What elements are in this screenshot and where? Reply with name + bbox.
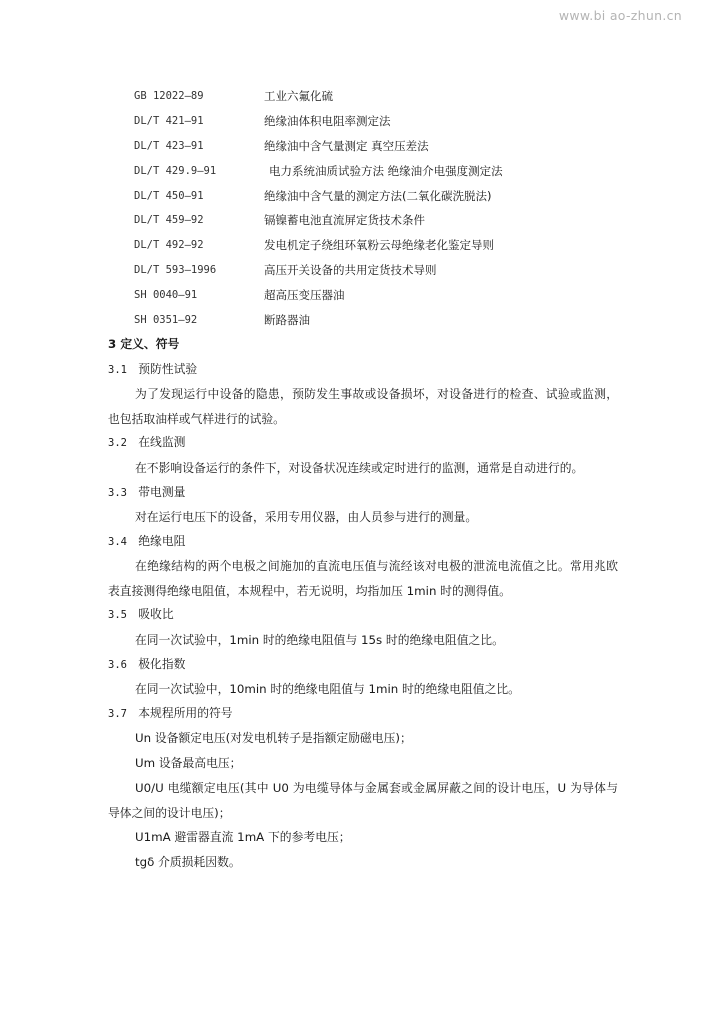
subsection-number: 3.1 bbox=[108, 364, 127, 376]
standard-code: DL/T 593—1996 bbox=[134, 264, 217, 276]
subsection-title: 预防性试验 bbox=[138, 362, 198, 376]
subsection-body: 为了发现运行中设备的隐患，预防发生事故或设备损坏，对设备进行的检查、试验或监测，也包括取油样或气样进行的试验。 bbox=[108, 387, 618, 426]
subsection-body: 在绝缘结构的两个电极之间施加的直流电压值与流经该对电极的泄流电流值之比。常用兆欧表直接测得绝缘电阻值，本规程中，若无说明，均指加压 1min 时的测得值。 bbox=[108, 559, 618, 598]
subsection-heading bbox=[108, 703, 233, 724]
subsection-title: 极化指数 bbox=[138, 657, 186, 671]
standard-title: 发电机定子绕组环氧粉云母绝缘老化鉴定导则 bbox=[264, 238, 494, 252]
subsection-heading bbox=[108, 482, 185, 503]
subsection-number: 3.6 bbox=[108, 659, 127, 671]
symbol-definition: U0/U 电缆额定电压(其中 U0 为电缆导体与金属套或金属屏蔽之间的设计电压，U 为导体与导体之间的设计电压)； bbox=[108, 781, 618, 820]
standard-title: 工业六氟化硫 bbox=[264, 89, 333, 103]
standard-title: 绝缘油中含气量的测定方法(二氧化碳洗脱法) bbox=[264, 189, 492, 203]
standard-code: DL/T 429.9—91 bbox=[134, 165, 217, 177]
subsection-heading bbox=[108, 654, 185, 675]
standard-title: 镉镍蓄电池直流屏定货技术条件 bbox=[264, 213, 425, 227]
subsection-number: 3.2 bbox=[108, 437, 127, 449]
subsection-body: 在同一次试验中，10min 时的绝缘电阻值与 1min 时的绝缘电阻值之比。 bbox=[135, 682, 520, 696]
subsection-title: 在线监测 bbox=[138, 435, 186, 449]
standard-code: DL/T 492—92 bbox=[134, 239, 204, 251]
standard-title: 超高压变压器油 bbox=[264, 288, 345, 302]
site-watermark: www.bi ao-zhun.cn bbox=[558, 8, 682, 23]
standard-title: 绝缘油中含气量测定 真空压差法 bbox=[264, 139, 429, 153]
subsection-heading bbox=[108, 604, 174, 625]
standard-title: 电力系统油质试验方法 绝缘油介电强度测定法 bbox=[269, 164, 503, 178]
subsection-title: 本规程所用的符号 bbox=[138, 706, 233, 720]
section-heading: 3 定义、符号 bbox=[108, 337, 180, 351]
standard-code: SH 0040—91 bbox=[134, 289, 198, 301]
subsection-number: 3.7 bbox=[108, 708, 127, 720]
subsection-title: 吸收比 bbox=[138, 607, 174, 621]
subsection-body: 对在运行电压下的设备，采用专用仪器，由人员参与进行的测量。 bbox=[135, 510, 478, 524]
standard-title: 断路器油 bbox=[264, 313, 310, 327]
subsection-body: 在同一次试验中，1min 时的绝缘电阻值与 15s 时的绝缘电阻值之比。 bbox=[135, 633, 504, 647]
standard-title: 绝缘油体积电阻率测定法 bbox=[264, 114, 391, 128]
subsection-number: 3.3 bbox=[108, 487, 127, 499]
symbol-definition: Um 设备最高电压； bbox=[135, 756, 242, 770]
subsection-heading bbox=[108, 359, 197, 380]
standard-code: DL/T 421—91 bbox=[134, 115, 204, 127]
symbol-definition: U1mA 避雷器直流 1mA 下的参考电压； bbox=[135, 830, 351, 844]
standard-title: 高压开关设备的共用定货技术导则 bbox=[264, 263, 437, 277]
standard-code: DL/T 459—92 bbox=[134, 214, 204, 226]
symbol-definition: tgδ 介质损耗因数。 bbox=[135, 855, 241, 869]
symbol-definition: Un 设备额定电压(对发电机转子是指额定励磁电压)； bbox=[135, 731, 412, 745]
standard-code: DL/T 450—91 bbox=[134, 190, 204, 202]
subsection-number: 3.5 bbox=[108, 609, 127, 621]
standard-code: SH 0351—92 bbox=[134, 314, 198, 326]
subsection-heading bbox=[108, 432, 185, 453]
subsection-number: 3.4 bbox=[108, 536, 127, 548]
subsection-heading bbox=[108, 531, 185, 552]
subsection-body: 在不影响设备运行的条件下，对设备状况连续或定时进行的监测，通常是自动进行的。 bbox=[135, 461, 584, 475]
standard-code: DL/T 423—91 bbox=[134, 140, 204, 152]
subsection-title: 绝缘电阻 bbox=[138, 534, 186, 548]
standard-code: GB 12022—89 bbox=[134, 90, 204, 102]
subsection-title: 带电测量 bbox=[138, 485, 186, 499]
